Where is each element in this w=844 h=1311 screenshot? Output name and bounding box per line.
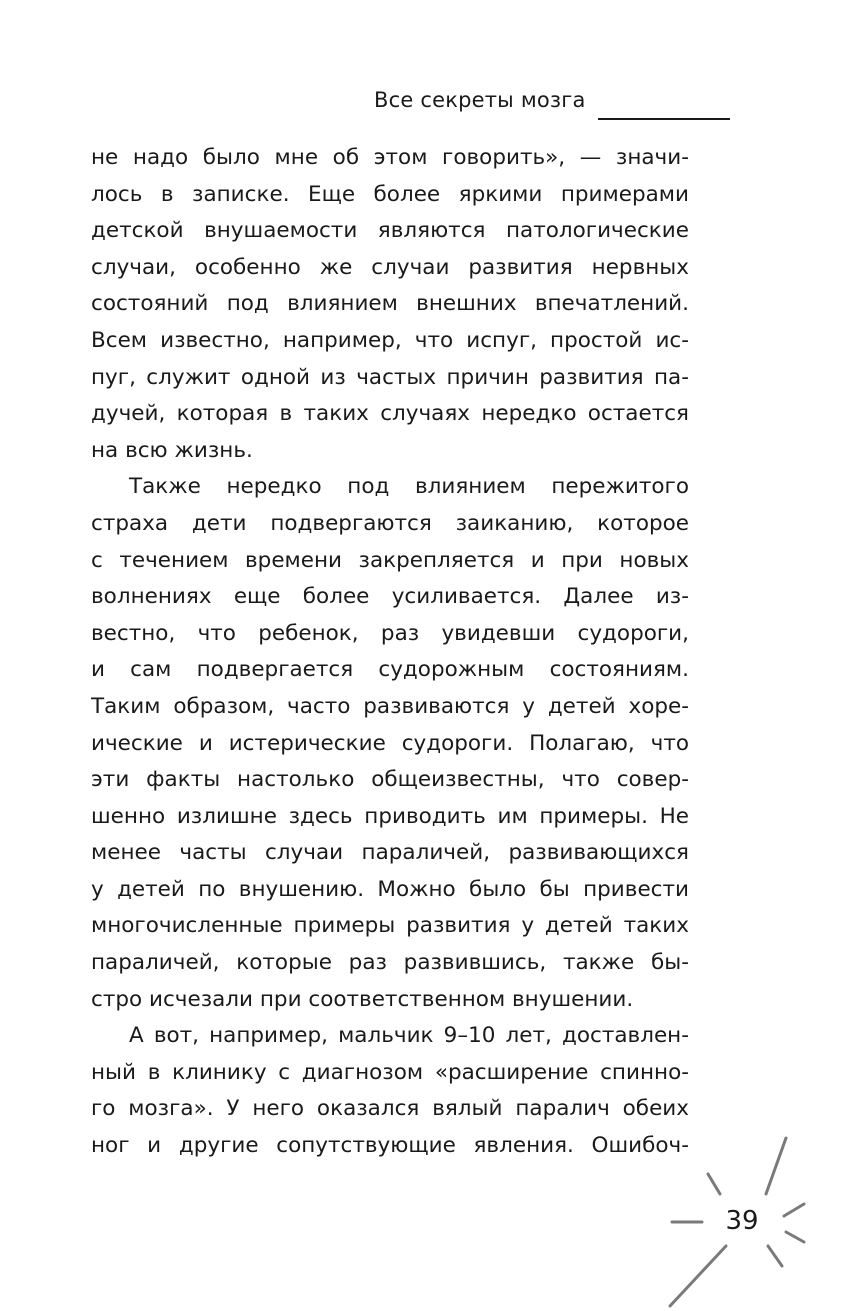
text-line: волнениях еще более усиливается. Далее из- [91,584,689,610]
text-line: А вот, например, мальчик 9–10 лет, доставлен- [129,1023,689,1049]
text-line: шенно излишне здесь приводить им примеры. Не [91,803,689,829]
text-line: эти факты настолько общеизвестны, что совер- [91,767,689,793]
text-line: Всем известно, например, что испуг, простой ис- [91,327,689,353]
text-line: пуг, служит одной из частых причин развития па- [91,364,689,390]
text-line: менее часты случаи параличей, развивающихся [91,840,689,866]
text-line: многочисленные примеры развития у детей таких [91,913,689,939]
text-line: вестно, что ребенок, раз увидевши судороги, [91,620,689,646]
text-line: случаи, особенно же случаи развития нервных [91,254,689,280]
text-line: на всю жизнь. [91,437,253,463]
text-line: стро исчезали при соответственном внушении. [91,986,634,1012]
page-number: 39 [725,1206,759,1236]
page-folio [668,1134,844,1311]
text-line: Таким образом, часто развиваются у детей хоре- [91,693,689,719]
text-line: у детей по внушению. Можно было бы привести [91,876,689,902]
text-line: ические и истерические судороги. Полагаю, что [91,730,689,756]
text-line: детской внушаемости являются патологические [91,218,689,244]
text-line: ног и другие сопутствующие явления. Ошибоч- [91,1133,689,1159]
text-line: го мозга». У него оказался вялый паралич обеих [91,1096,689,1122]
text-line: состояний под влиянием внешних впечатлений. [91,291,689,317]
text-line: с течением времени закрепляется и при новых [91,547,689,573]
text-line: лось в записке. Еще более яркими примерами [91,181,689,207]
body-text [91,140,689,1165]
text-line: и сам подвергается судорожным состояниям. [91,657,689,683]
text-line: Также нередко под влиянием пережитого [129,474,689,500]
text-line: ный в клинику с диагнозом «расширение спинно- [91,1059,689,1085]
text-line: параличей, которые раз развившись, также бы- [91,950,689,976]
text-line: не надо было мне об этом говорить», — значи- [91,145,689,170]
running-header [340,86,728,126]
running-title: Все секреты мозга [374,88,586,112]
text-line: страха дети подвергаются заиканию, которое [91,510,689,536]
header-rule [598,118,730,120]
text-line: дучей, которая в таких случаях нередко остается [91,401,689,427]
